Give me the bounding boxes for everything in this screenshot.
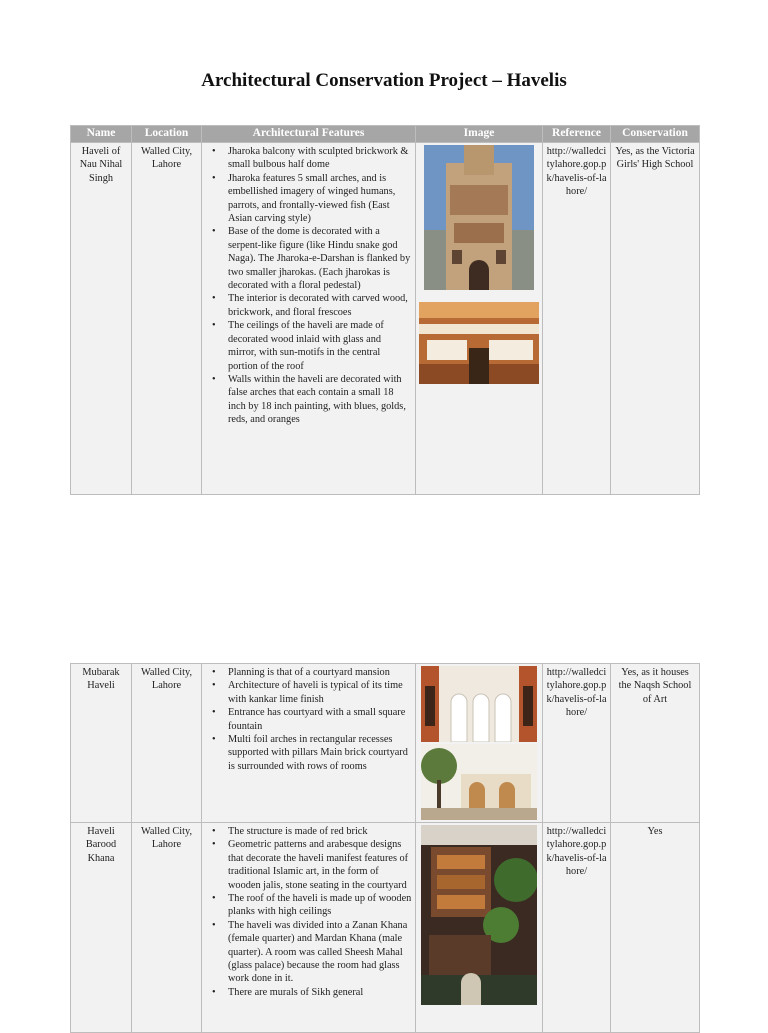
feature-item: • The structure is made of red brick (221, 825, 412, 838)
page-title: Architectural Conservation Project – Havelis (201, 70, 567, 91)
features-list (205, 666, 412, 773)
header-row (71, 126, 700, 143)
mubarak-haveli-courtyard-photo (421, 744, 537, 820)
haveli-location: Walled City, Lahore (132, 143, 202, 495)
haveli-name: Mubarak Haveli (71, 664, 132, 823)
feature-item: • Entrance has courtyard with a small square fountain (221, 706, 412, 733)
reference-link[interactable]: http://walledcitylahore.gop.pk/havelis-of-lahore/ (543, 143, 611, 495)
feature-item: • There are murals of Sikh general (221, 986, 412, 999)
conservation-status: Yes, as the Victoria Girls' High School (611, 143, 700, 495)
features-cell (202, 664, 416, 823)
features-cell (202, 143, 416, 495)
image-cell (416, 664, 543, 823)
havelis-table-top (70, 125, 700, 495)
reference-link[interactable]: http://walledcitylahore.gop.pk/havelis-of-lahore/ (543, 823, 611, 1033)
haveli-facade-photo (424, 145, 534, 290)
feature-item: • The haveli was divided into a Zanan Khana (female quarter) and Mardan Khana (male quarter). A room was called Sheesh Mahal (glass palace) because the room had glass work done in it. (221, 919, 412, 986)
barood-khana-photo (421, 825, 537, 1005)
conservation-status: Yes (611, 823, 700, 1033)
haveli-location: Walled City, Lahore (132, 823, 202, 1033)
image-cell (416, 143, 543, 495)
haveli-interior-photo (419, 302, 539, 384)
features-list (205, 145, 412, 427)
table-row (71, 823, 700, 1033)
feature-item: • Planning is that of a courtyard mansion (221, 666, 412, 679)
header-name: Name (71, 126, 132, 143)
image-cell (416, 823, 543, 1033)
table-row (71, 664, 700, 823)
header-location: Location (132, 126, 202, 143)
feature-item: • Geometric patterns and arabesque designs that decorate the haveli manifest features of traditional Islamic art, in the form of wooden jalis, stone seating in the courtyard (221, 838, 412, 892)
haveli-name: Haveli Barood Khana (71, 823, 132, 1033)
conservation-status: Yes, as it houses the Naqsh School of Art (611, 664, 700, 823)
feature-item: • Jharoka balcony with sculpted brickwork & small bulbous half dome (221, 145, 412, 172)
feature-item: • Jharoka features 5 small arches, and is embellished imagery of winged humans, parrots, and frontally-viewed fish (East Asian carving style) (221, 172, 412, 226)
feature-item: • Base of the dome is decorated with a serpent-like figure (like Hindu snake god Naga). The Jharoka-e-Darshan is flanked by two smaller jharokas. (Each jharokas is decorated with a floral pedestal) (221, 225, 412, 292)
mubarak-haveli-arches-photo (421, 666, 537, 742)
header-conservation: Conservation (611, 126, 700, 143)
haveli-name: Haveli of Nau Nihal Singh (71, 143, 132, 495)
havelis-table-bottom (70, 663, 700, 1033)
header-reference: Reference (543, 126, 611, 143)
haveli-location: Walled City, Lahore (132, 664, 202, 823)
feature-item: • The interior is decorated with carved wood, brickwork, and floral frescoes (221, 292, 412, 319)
table-row (71, 143, 700, 495)
features-list (205, 825, 412, 999)
header-features: Architectural Features (202, 126, 416, 143)
feature-item: • Multi foil arches in rectangular recesses supported with pillars Main brick courtyard is surrounded with rows of rooms (221, 733, 412, 773)
feature-item: • The ceilings of the haveli are made of decorated wood inlaid with glass and mirror, with sun-motifs in the central portion of the roof (221, 319, 412, 373)
feature-item: • Walls within the haveli are decorated with false arches that each contain a small 18 inch by 18 inch painting, with blues, golds, reds, and oranges (221, 373, 412, 427)
header-image: Image (416, 126, 543, 143)
feature-item: • Architecture of haveli is typical of its time with kankar lime finish (221, 679, 412, 706)
reference-link[interactable]: http://walledcitylahore.gop.pk/havelis-of-lahore/ (543, 664, 611, 823)
features-cell (202, 823, 416, 1033)
feature-item: • The roof of the haveli is made up of wooden planks with high ceilings (221, 892, 412, 919)
